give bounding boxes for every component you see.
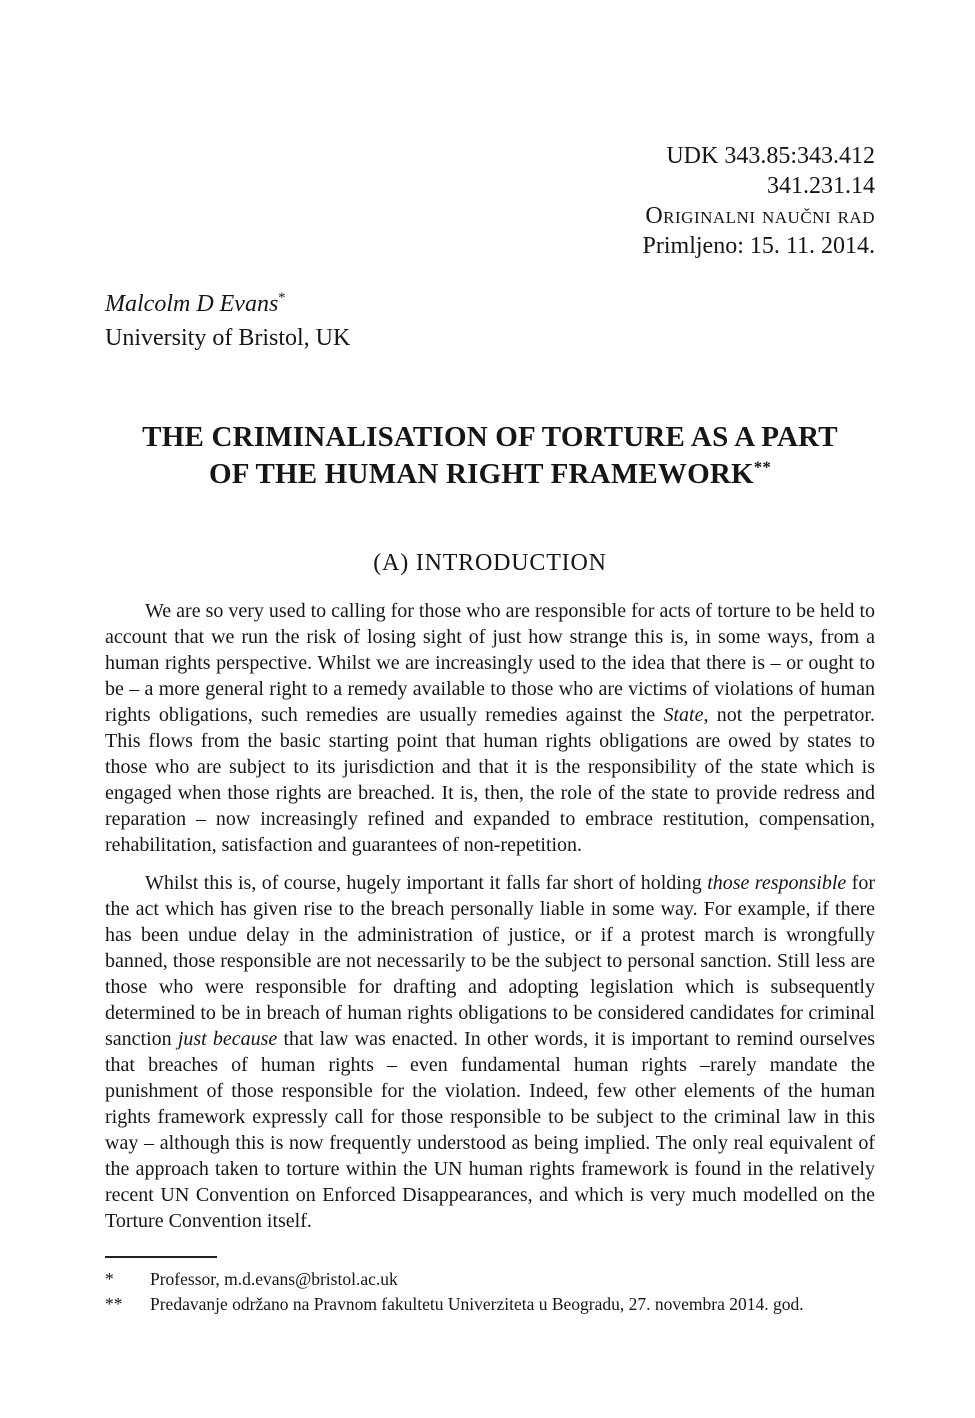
footnote-row: [105, 1292, 875, 1317]
footnote-separator: [105, 1256, 217, 1258]
footnote-marker: **: [105, 1294, 123, 1314]
header-meta: [105, 141, 875, 261]
author-note-marker: *: [278, 290, 286, 306]
author-block: [105, 287, 875, 355]
author-affiliation: University of Bristol, UK: [105, 325, 351, 351]
footnote-text: Predavanje održano na Pravnom fakultetu Univerziteta u Beogradu, 27. novembra 2014. god.: [150, 1294, 804, 1314]
title-line-2: OF THE HUMAN RIGHT FRAMEWORK: [208, 458, 754, 490]
footnote-text: Professor, m.d.evans@bristol.ac.uk: [150, 1269, 398, 1289]
footnote-marker: *: [105, 1269, 114, 1289]
author-name: Malcolm D Evans: [105, 291, 279, 317]
paragraph-1: We are so very used to calling for those who are responsible for acts of torture to be held to account that we run the risk of losing sight of just how strange this is, in some ways, from a human rights perspective. Whilst we are increasingly used to the idea that there is – or ought to be – a more general right to a remedy available to those who are victims of violations of human rights obligations, such remedies are usually remedies against the State, not the perpetrator. This flows from the basic starting point that human rights obligations are owed by states to those who are subject to its jurisdiction and that it is the responsibility of the state which is engaged when those rights are breached. It is, then, the role of the state to provide redress and reparation – now increasingly refined and expanded to embrace restitution, compensation, rehabilitation, satisfaction and guarantees of non-repetition.: [105, 600, 875, 856]
udk-primary: UDK 343.85:343.412: [666, 143, 875, 169]
article-title: [105, 419, 875, 493]
udk-secondary: 341.231.14: [767, 173, 875, 199]
author-name-line: [105, 287, 875, 321]
footnotes: [105, 1267, 875, 1317]
paragraph-2: Whilst this is, of course, hugely important it falls far short of holding those responsible for the act which has given rise to the breach personally liable in some way. For example, if there has been undue delay in the administration of justice, or if a protest march is wrongfully banned, those responsible are not necessarily to be the subject to personal sanction. Still less are those who were responsible for drafting and adopting legislation which is subsequently determined to be in breach of human rights obligations to be considered candidates for criminal sanction just because that law was enacted. In other words, it is important to remind ourselves that breaches of human rights – even fundamental human rights –rarely mandate the punishment of those responsible for the violation. Indeed, few other elements of the human rights framework expressly call for those responsible to be subject to the criminal law in this way – although this is now frequently understood as being implied. The only real equivalent of the approach taken to torture within the UN human rights framework is found in the relatively recent UN Convention on Enforced Disappearances, and which is very much modelled on the Torture Convention itself.: [105, 872, 876, 1232]
title-note-marker: **: [753, 457, 772, 477]
section-heading: (A) INTRODUCTION: [373, 550, 607, 576]
received-date: Primljeno: 15. 11. 2014.: [642, 233, 875, 259]
article-category: Originalni naučni rad: [645, 203, 875, 229]
footnote-row: [105, 1267, 875, 1292]
title-line-1: THE CRIMINALISATION OF TORTURE AS A PART: [142, 421, 838, 453]
article-body: [105, 598, 875, 1234]
